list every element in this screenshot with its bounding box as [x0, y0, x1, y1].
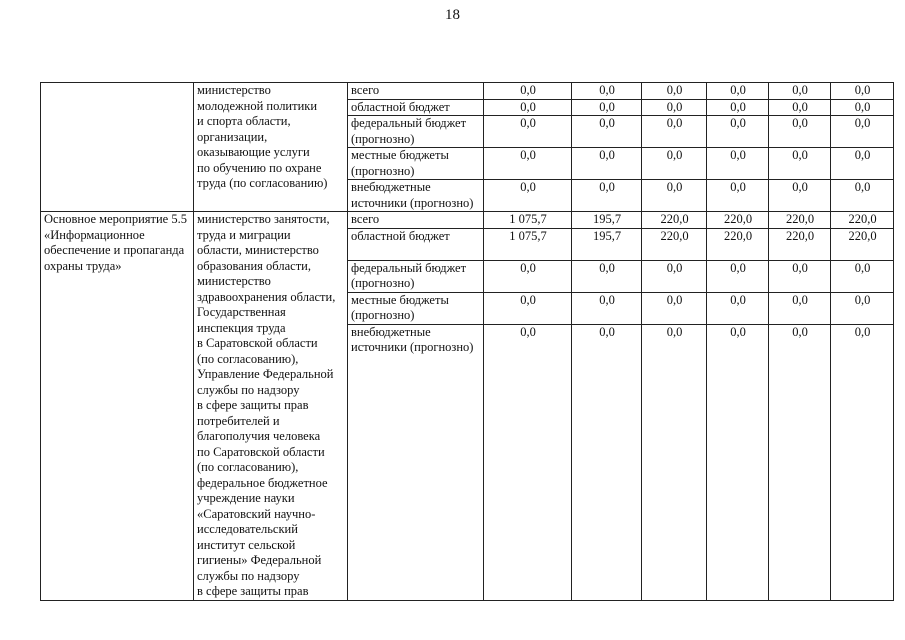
amount-cell: 0,0 [642, 116, 707, 148]
amount-cell: 0,0 [572, 116, 642, 148]
amount-cell: 0,0 [831, 292, 894, 324]
amount-cell: 0,0 [769, 116, 831, 148]
amount-cell: 0,0 [484, 116, 572, 148]
amount-cell: 220,0 [769, 212, 831, 229]
funding-source-cell: областной бюджет [348, 228, 484, 260]
amount-cell: 0,0 [642, 99, 707, 116]
executor-cell: министерство молодежной политики и спорта области, организации, оказывающие услуги по обучению по охране труда (по согласованию) [194, 83, 348, 212]
amount-cell: 195,7 [572, 212, 642, 229]
amount-cell: 220,0 [707, 228, 769, 260]
amount-cell: 0,0 [769, 148, 831, 180]
amount-cell: 0,0 [484, 324, 572, 600]
amount-cell: 0,0 [769, 292, 831, 324]
amount-cell: 0,0 [707, 260, 769, 292]
amount-cell: 0,0 [769, 83, 831, 100]
event-name-cell: Основное мероприятие 5.5 «Информационное обеспечение и пропаганда охраны труда» [41, 212, 194, 601]
funding-table [40, 82, 894, 601]
amount-cell: 0,0 [484, 292, 572, 324]
funding-source-cell: федеральный бюджет (прогнозно) [348, 260, 484, 292]
amount-cell: 0,0 [707, 148, 769, 180]
amount-cell: 0,0 [642, 324, 707, 600]
amount-cell: 0,0 [831, 83, 894, 100]
amount-cell: 0,0 [572, 180, 642, 212]
amount-cell: 1 075,7 [484, 228, 572, 260]
amount-cell: 0,0 [572, 148, 642, 180]
table-row [41, 83, 894, 100]
page-number: 18 [445, 7, 460, 23]
amount-cell: 0,0 [642, 83, 707, 100]
funding-source-cell: федеральный бюджет (прогнозно) [348, 116, 484, 148]
amount-cell: 0,0 [484, 180, 572, 212]
executor-cell: министерство занятости, труда и миграции области, министерство образования области, министерство здравоохранения области, Государственная инспекция труда в Саратовской области (по согласованию), Управление Федеральной службы по надзору в сфере защиты прав потребителей и благополучия человека по Саратовской области (по согласованию), федеральное бюджетное учреждение науки «Саратовский научно- исследовательский институт сельской гигиены» Федеральной службы по надзору в сфере защиты прав [194, 212, 348, 601]
amount-cell: 0,0 [831, 116, 894, 148]
amount-cell: 0,0 [642, 292, 707, 324]
amount-cell: 0,0 [707, 116, 769, 148]
amount-cell: 1 075,7 [484, 212, 572, 229]
amount-cell: 0,0 [642, 260, 707, 292]
amount-cell: 0,0 [642, 180, 707, 212]
amount-cell: 0,0 [831, 180, 894, 212]
amount-cell: 220,0 [831, 212, 894, 229]
amount-cell: 0,0 [707, 324, 769, 600]
amount-cell: 0,0 [831, 260, 894, 292]
amount-cell: 0,0 [769, 324, 831, 600]
amount-cell: 220,0 [769, 228, 831, 260]
amount-cell: 0,0 [642, 148, 707, 180]
amount-cell: 220,0 [831, 228, 894, 260]
amount-cell: 220,0 [707, 212, 769, 229]
amount-cell: 0,0 [707, 292, 769, 324]
amount-cell: 0,0 [484, 148, 572, 180]
amount-cell: 0,0 [769, 260, 831, 292]
amount-cell: 0,0 [572, 324, 642, 600]
funding-source-cell: внебюджетные источники (прогнозно) [348, 180, 484, 212]
funding-source-cell: всего [348, 212, 484, 229]
amount-cell: 0,0 [831, 99, 894, 116]
amount-cell: 0,0 [484, 99, 572, 116]
amount-cell: 220,0 [642, 212, 707, 229]
amount-cell: 0,0 [572, 292, 642, 324]
amount-cell: 0,0 [769, 180, 831, 212]
amount-cell: 0,0 [707, 180, 769, 212]
amount-cell: 0,0 [707, 83, 769, 100]
amount-cell: 0,0 [707, 99, 769, 116]
funding-source-cell: всего [348, 83, 484, 100]
amount-cell: 0,0 [831, 324, 894, 600]
funding-source-cell: местные бюджеты (прогнозно) [348, 148, 484, 180]
amount-cell: 0,0 [484, 260, 572, 292]
amount-cell: 0,0 [572, 260, 642, 292]
funding-source-cell: местные бюджеты (прогнозно) [348, 292, 484, 324]
amount-cell: 195,7 [572, 228, 642, 260]
amount-cell: 220,0 [642, 228, 707, 260]
amount-cell: 0,0 [831, 148, 894, 180]
amount-cell: 0,0 [572, 99, 642, 116]
amount-cell: 0,0 [484, 83, 572, 100]
table-row [41, 212, 894, 229]
funding-source-cell: областной бюджет [348, 99, 484, 116]
amount-cell: 0,0 [769, 99, 831, 116]
event-name-cell [41, 83, 194, 212]
funding-source-cell: внебюджетные источники (прогнозно) [348, 324, 484, 600]
amount-cell: 0,0 [572, 83, 642, 100]
